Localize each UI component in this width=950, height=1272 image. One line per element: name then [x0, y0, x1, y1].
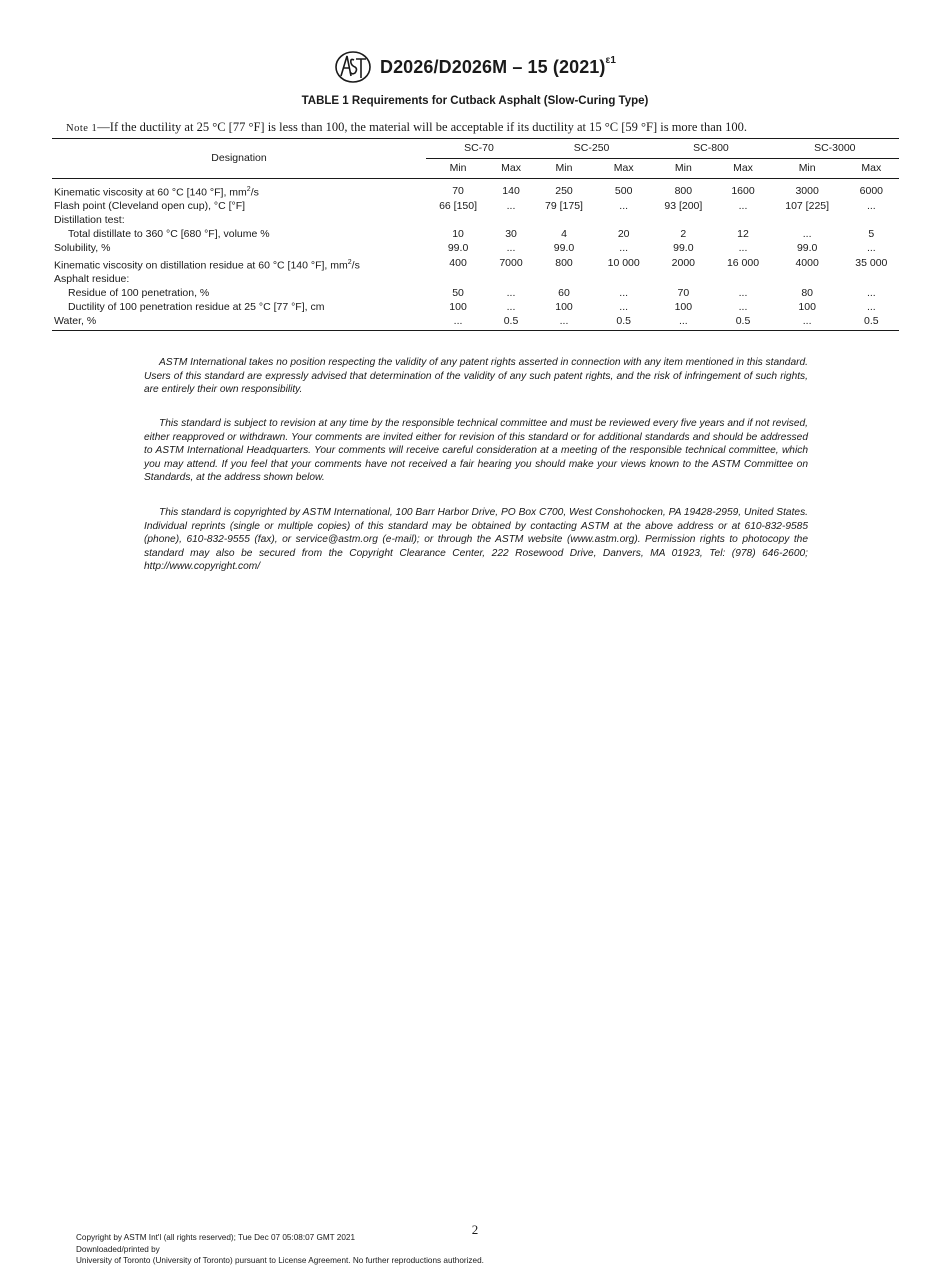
table-cell: ... [738, 286, 748, 299]
table-cell [844, 272, 899, 286]
table-title: TABLE 1 Requirements for Cutback Asphalt (Slow-Curing Type) [301, 95, 649, 107]
sub-header-max: Max [844, 159, 899, 179]
table-cell: 250 [555, 184, 573, 197]
table-cell: 4000 [795, 257, 819, 270]
footer-copyright-line: Copyright by ASTM Int'l (all rights reserved); Tue Dec 07 05:08:07 GMT 2021 [76, 1233, 356, 1242]
sub-header-min: Min [426, 159, 490, 179]
sub-header-min: Min [651, 159, 715, 179]
table-cell [490, 214, 532, 228]
table-cell: 60 [558, 286, 570, 299]
table-cell: 20 [617, 228, 630, 240]
sub-header-max: Max [490, 159, 532, 179]
table-cell: 7000 [499, 257, 523, 270]
table-cell: 93 [200] [664, 200, 703, 212]
table-cell [771, 214, 844, 228]
table-cell: ... [619, 200, 629, 212]
table-cell: 2000 [671, 257, 696, 270]
table-cell: ... [619, 286, 629, 299]
table-body [52, 179, 899, 331]
table-cell: ... [738, 300, 748, 313]
table-cell [715, 272, 770, 286]
table-cell [651, 272, 715, 286]
document-title: D2026/D2026M – 15 $(2021)^{\varepsilon 1}$ [379, 54, 617, 77]
table-cell: 99.0 [553, 242, 575, 254]
table-cell: ... [738, 242, 748, 254]
table-cell: 30 [505, 228, 517, 240]
table-row [52, 179, 899, 200]
table-cell: 35 000 [855, 257, 888, 270]
table-cell: ... [506, 200, 516, 212]
table-row [52, 314, 899, 331]
copyright-notice [144, 506, 808, 574]
table-cell: 1600 [731, 184, 755, 197]
table-cell: 70 [677, 286, 690, 299]
table-cell: 16 000 [726, 257, 760, 270]
table-row [52, 272, 899, 286]
footer-downloaded-line: Downloaded/printed by [76, 1244, 160, 1254]
table-cell: 800 [555, 257, 573, 270]
group-header-sc250: SC-250 [532, 139, 651, 159]
table-cell: 800 [674, 184, 693, 197]
table-cell: ... [506, 286, 516, 299]
table-cell [426, 214, 490, 228]
table-cell: 50 [452, 286, 464, 299]
requirements-table [52, 138, 899, 331]
table-cell: ... [866, 300, 876, 313]
table-cell: 66 [150] [439, 200, 478, 212]
table-row [52, 242, 899, 256]
row-label: Total distillate to 360 °C [680 °F], volume % [68, 228, 270, 240]
table-cell: 100 [449, 300, 467, 313]
row-label: Flash point (Cleveland open cup), °C [°F] [54, 200, 246, 212]
group-header-sc3000: SC-3000 [771, 139, 899, 159]
table-cell: 3000 [795, 184, 819, 197]
table-row [52, 214, 899, 228]
epsilon-superscript: ε1 [605, 54, 617, 66]
table-cell: 0.5 [490, 314, 532, 331]
group-header-sc70: SC-70 [426, 139, 532, 159]
table-cell: 5 [868, 228, 875, 240]
table-cell: 0.5 [715, 314, 770, 331]
sub-header-max: Max [596, 159, 651, 179]
table-cell: 0.5 [596, 314, 651, 331]
table-row [52, 256, 899, 273]
table-cell: 107 [225] [785, 200, 830, 212]
row-label: Solubility, % [54, 242, 111, 254]
sub-header-min: Min [771, 159, 844, 179]
table-cell [426, 272, 490, 286]
table-note [66, 120, 900, 135]
table-cell [532, 214, 596, 228]
table-cell: 4 [561, 228, 567, 240]
table-row [52, 228, 899, 242]
row-label: Asphalt residue: [54, 272, 130, 285]
table-cell: 99.0 [447, 242, 469, 254]
row-label: Kinematic viscosity at 60 °C [140 °F], $mm^2/s$ [54, 186, 259, 199]
table-cell: 100 [674, 300, 693, 313]
table-cell: 100 [555, 300, 573, 313]
table-cell: 99.0 [796, 242, 818, 254]
footer-license-line: University of Toronto (University of Toronto) pursuant to License Agreement. No further reproductions authorized. [76, 1256, 484, 1265]
table-cell [596, 214, 651, 228]
table-cell: 79 [175] [545, 200, 583, 212]
table-cell: 6000 [859, 184, 884, 197]
row-label: Residue of 100 penetration, % [68, 286, 210, 299]
table-cell: ... [619, 242, 629, 254]
table-cell [771, 272, 844, 286]
table-cell: ... [866, 242, 876, 254]
table-cell: 80 [801, 286, 813, 299]
table-cell: 99.0 [673, 242, 694, 254]
row-label: Distillation test: [54, 214, 125, 226]
table-cell: ... [506, 300, 516, 313]
revision-notice [144, 417, 808, 485]
table-cell [490, 272, 532, 286]
astm-logo-icon [334, 50, 372, 84]
table-row [52, 300, 899, 314]
sub-header-max: Max [715, 159, 770, 179]
table-cell [844, 214, 899, 228]
table-row [52, 200, 899, 214]
table-cell: 2 [680, 228, 687, 240]
patent-notice [144, 356, 808, 397]
table-cell: ... [426, 314, 490, 331]
table-cell [596, 272, 651, 286]
patent-notice-text: ASTM International takes no position respecting the validity of any patent rights asserted in connection with any item mentioned in this standard. Users of this standard are expressly advised that determination of the validity of any such patent rights, and the risk of infringement of such rights, are entirely their own responsibility. [144, 357, 808, 396]
download-footer [76, 1232, 484, 1267]
table-cell: ... [738, 200, 748, 212]
table-cell: 12 [737, 228, 749, 240]
table-cell: 10 [452, 228, 464, 240]
table-row [52, 286, 899, 300]
table-cell: ... [506, 242, 516, 254]
page-number: 2 [471, 1222, 479, 1237]
revision-notice-text: This standard is subject to revision at any time by the responsible technical committee and must be reviewed every five years and if not revised, either reapproved or withdrawn. Your comments are invited either for revision of this standard or for additional standards and should be addressed to ASTM International Headquarters. Your comments will receive careful consideration at a meeting of the responsible technical committee, which you may attend. If you feel that your comments have not received a fair hearing you should make your views known to the ASTM Committee on Standards, at the address shown below. [144, 418, 808, 484]
table-cell [651, 214, 715, 228]
copyright-notice-text: This standard is copyrighted by ASTM International, 100 Barr Harbor Drive, PO Box C700, West Conshohocken, PA 19428-2959, United States. Individual reprints (single or multiple copies) of this standard may be obtained by contacting ASTM at the above address or at 610-832-9585 (phone), 610-832-9555 (fax), or service@astm.org (e-mail); or through the ASTM website (www.astm.org). Permission rights to photocopy the standard may also be secured from the Copyright Clearance Center, 222 Rosewood Drive, Danvers, MA 01923, Tel: (978) 646-2600; http://www.copyright.com/ [144, 507, 808, 573]
table-cell: ... [651, 314, 715, 331]
table-cell: 400 [449, 257, 467, 270]
table-cell: 500 [614, 184, 633, 197]
table-cell [532, 272, 596, 286]
row-label: Water, % [52, 314, 426, 331]
table-cell: 0.5 [844, 314, 899, 331]
table-cell: ... [619, 300, 629, 313]
table-cell: 140 [502, 184, 520, 197]
row-label: Kinematic viscosity on distillation residue at 60 °C [140 °F], $mm^2/s$ [54, 258, 360, 271]
table-cell: ... [771, 314, 844, 331]
table-cell: ... [532, 314, 596, 331]
document-header [0, 50, 950, 84]
row-label: Ductility of 100 penetration residue at 25 °C [77 °F], cm [68, 300, 325, 313]
table-cell: 10 000 [607, 257, 640, 270]
designation-header: Designation [52, 139, 426, 179]
table-cell: 70 [452, 184, 464, 197]
table-cell [715, 214, 770, 228]
table-cell: ... [802, 228, 812, 240]
sub-header-min: Min [532, 159, 596, 179]
table-cell: ... [866, 286, 876, 299]
table-cell: ... [866, 200, 876, 212]
note-text: —If the ductility at 25 °C [77 °F] is less than 100, the material will be acceptable if its ductility at 15 °C [59 °F] is more than 100. [97, 120, 748, 134]
note-label: Note 1 [66, 123, 98, 134]
table-cell: 100 [798, 300, 816, 313]
group-header-sc800: SC-800 [651, 139, 770, 159]
